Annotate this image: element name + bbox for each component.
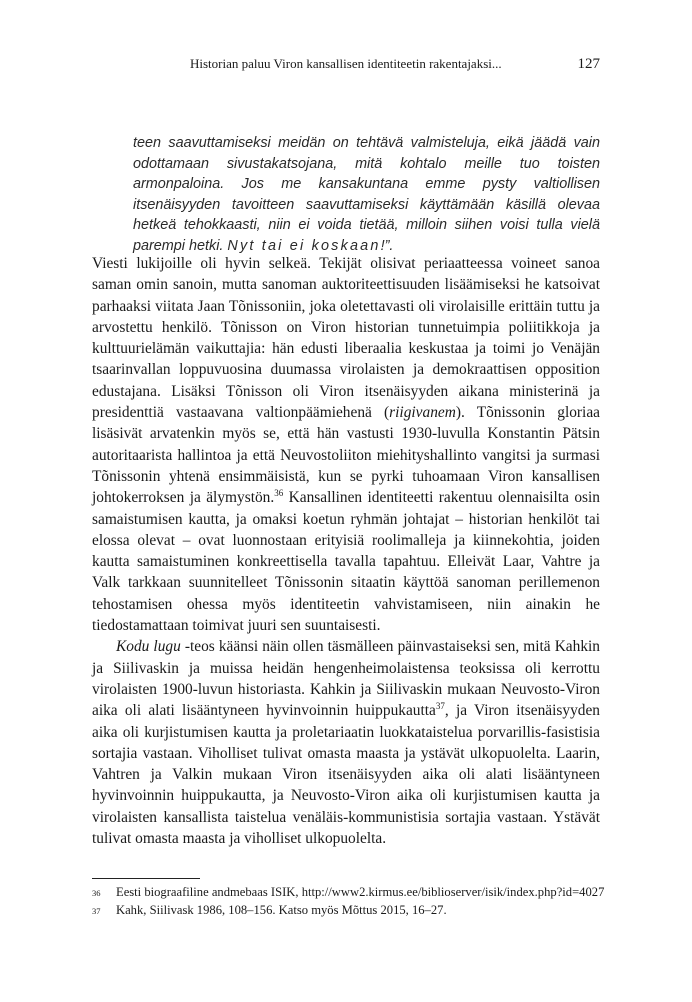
block-quote xyxy=(133,133,600,256)
paragraph-2-text-b: , ja Viron itsenäisyyden aika oli kurjistumisen kautta ja proletariaatin luokkataistelua porvarillis-fasistisia sortajia vastaan. Viholliset tulivat omasta maasta ja ystävät ulkopuolelta. Laarin, Vahtren ja Valkin mukaan Viron itsenäisyyden aika oli alati lisääntyneen hyvinvoinnin huippukautta, ja Neuvosto-Viron aika oli kurjistumisen kautta ja virolaisten kansallista taistelua venäläis-kommunistisia sortajia vastaan. Ystävät tulivat omasta maasta ja viholliset ulkopuolelta. xyxy=(92,702,600,848)
footnote-ref-36[interactable]: 36 xyxy=(274,488,284,499)
footnote-36 xyxy=(92,884,612,902)
quote-spaced-text: Nyt tai ei koskaan xyxy=(227,237,381,254)
paragraph-1 xyxy=(92,253,600,636)
footnote-text: Kahk, Siilivask 1986, 108–156. Katso myös Mõttus 2015, 16–27. xyxy=(116,903,447,917)
footnote-number: 36 xyxy=(92,888,101,898)
footnote-37 xyxy=(92,902,612,920)
running-title: Historian paluu Viron kansallisen identiteetin rakentajaksi... xyxy=(190,56,502,71)
paragraph-1-text-c: Kansallinen identiteetti rakentuu olennaisilta osin samaistumisen kautta, ja omaksi koetun ryhmän johtajat – historian henkilöt tai elossa olevat – ovat luonnostaan erityisiä roolimalleja ja kiinnekohtia, joiden kautta samaistuminen konkreettisella tavalla tapahtuu. Elleivät Laar, Vahtre ja Valk tarkkaan suunnitelleet Tõnissonin sitaatin käyttöä sanoman perillemenon tehostamisen ohessa myös identiteetin vahvistamiseen, niin ainakin he tiedostamattaan toimivat juuri sen suuntaisesti. xyxy=(92,489,601,635)
paragraph-1-text-b: ). Tõnissonin gloriaa lisäsivät arvatenkin myös se, että hän vastusti 1930-luvulla Konstantin Pätsin autoritaarista hallintoa ja että Neuvostoliiton miehityshallinto vangitsi ja surmasi Tõnissonin yhtenä ensimmäisistä, kun se pyrki tuhoamaan Viron kansallisen johtokerroksen ja älymystön. xyxy=(92,404,600,507)
running-header xyxy=(92,56,600,73)
quote-end: !”. xyxy=(380,237,394,254)
paragraph-1-text-a: Viesti lukijoille oli hyvin selkeä. Tekijät olisivat periaatteessa voineet sanoa saman omin sanoin, mutta sanoman auktoriteettisuuden lisäämiseksi he katsoivat parhaaksi viitata Jaan Tõnissoniin, joka oletettavasti oli virolaisille erittäin tuttu ja arvostettu henkilö. Tõnisson on Viron historian tunnetuimpia poliitikkoja ja kulttuurielämän vaikuttajia: hän edusti liberaalia keskustaa ja toimi jo Venäjän tsaarinvallan loppuvuosina duumassa virolaisten ja demokraattisen opposition edustajana. Lisäksi Tõnisson oli Viron itsenäisyyden aikana ministerinä ja presidenttiä vastaavana valtionpäämiehenä ( xyxy=(92,255,600,422)
footnote-number: 37 xyxy=(92,906,101,916)
paragraph-2 xyxy=(92,636,600,849)
footnote-ref-37[interactable]: 37 xyxy=(435,701,445,712)
paragraph-1-italic: riigivanem xyxy=(389,404,456,422)
paragraph-2-italic: Kodu lugu xyxy=(116,638,181,656)
page-number: 127 xyxy=(577,56,600,72)
footnote-rule xyxy=(92,878,200,879)
paragraph-2-text-a: -teos käänsi näin ollen täsmälleen päinvastaiseksi sen, mitä Kahkin ja Siilivaskin ja muissa heidän hengenheimolaistensa teoksissa oli kerrottu virolaisten 1900-luvun historiasta. Kahkin ja Siilivaskin mukaan Neuvosto-Viron aika oli alati lisääntyneen hyvinvoinnin huippukautta xyxy=(92,638,600,720)
footnotes xyxy=(92,884,612,920)
footnote-text: Eesti biograafiline andmebaas ISIK, http://www2.kirmus.ee/biblioserver/isik/index.php?id=4027 xyxy=(116,885,605,899)
body-text xyxy=(92,253,600,849)
quote-text: teen saavuttamiseksi meidän on tehtävä valmisteluja, eikä jäädä vain odottamaan sivustakatsojana, mitä kohtalo meille tuo toisten armonpaloina. Jos me kansakuntana emme pysty valtiollisen itsenäisyyden tavoitteen saavuttamiseksi käyttämään käsillä olevaa hetkeä tehokkaasti, niin ei voida tietää, milloin siihen voisi tulla vielä parempi hetki. xyxy=(133,135,600,254)
